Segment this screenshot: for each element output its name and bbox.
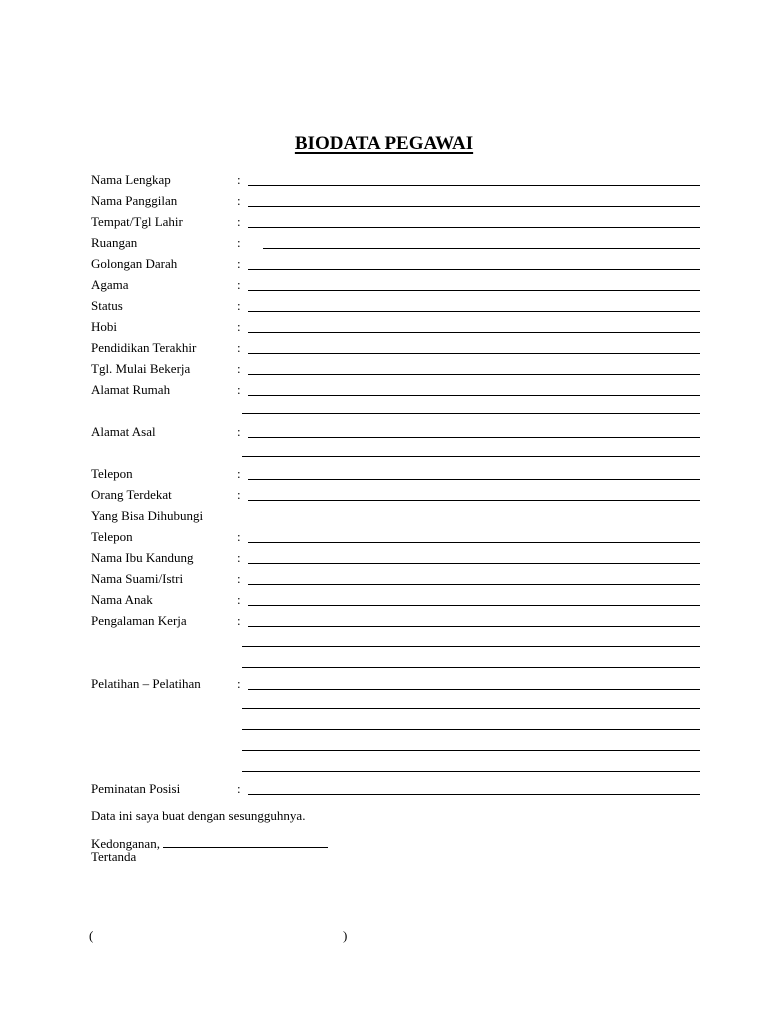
field-orang-terdekat — [0, 487, 768, 508]
field-label: Tgl. Mulai Bekerja — [91, 361, 191, 376]
colon: : — [237, 235, 241, 250]
field-alamat-asal — [0, 424, 768, 445]
fill-line[interactable] — [248, 269, 700, 270]
field-label: Nama Suami/Istri — [91, 571, 184, 586]
colon: : — [237, 277, 241, 292]
colon: : — [237, 676, 241, 691]
document-title — [0, 132, 768, 156]
colon: : — [237, 298, 241, 313]
field-label: Orang Terdekat — [91, 487, 172, 502]
declaration-text: Data ini saya buat dengan sesungguhnya. — [91, 808, 306, 823]
document-title-text: BIODATA PEGAWAI — [294, 133, 474, 154]
fill-line[interactable] — [248, 479, 700, 480]
signature-label: Tertanda — [91, 849, 137, 864]
field-label: Agama — [91, 277, 129, 292]
date-fill-line[interactable] — [163, 835, 328, 848]
field-tgl-mulai-bekerja — [0, 361, 768, 382]
fill-line[interactable] — [248, 563, 700, 564]
field-label: Nama Ibu Kandung — [91, 550, 194, 565]
fill-line[interactable] — [248, 227, 700, 228]
colon: : — [237, 781, 241, 796]
field-telepon-kontak — [0, 529, 768, 550]
colon: : — [237, 361, 241, 376]
signature-paren-close: ) — [343, 928, 348, 943]
fill-line[interactable] — [248, 290, 700, 291]
colon: : — [237, 193, 241, 208]
field-label: Nama Anak — [91, 592, 153, 607]
colon: : — [237, 550, 241, 565]
field-label: Tempat/Tgl Lahir — [91, 214, 183, 229]
fill-line[interactable] — [248, 500, 700, 501]
field-tempat-tgl-lahir — [0, 214, 768, 235]
colon: : — [237, 466, 241, 481]
fill-line[interactable] — [248, 206, 700, 207]
colon: : — [237, 571, 241, 586]
fill-line-continuation[interactable] — [242, 729, 700, 730]
colon: : — [237, 529, 241, 544]
field-yang-bisa-dihubungi — [0, 508, 768, 529]
fill-line[interactable] — [248, 311, 700, 312]
field-label: Pendidikan Terakhir — [91, 340, 197, 355]
fill-line[interactable] — [248, 584, 700, 585]
field-label: Pengalaman Kerja — [91, 613, 187, 628]
fill-line[interactable] — [248, 626, 700, 627]
fill-line-continuation[interactable] — [242, 456, 700, 457]
field-pendidikan-terakhir — [0, 340, 768, 361]
colon: : — [237, 256, 241, 271]
field-label: Telepon — [91, 529, 133, 544]
field-nama-panggilan — [0, 193, 768, 214]
colon: : — [237, 214, 241, 229]
field-label: Hobi — [91, 319, 117, 334]
field-golongan-darah — [0, 256, 768, 277]
field-pengalaman-kerja — [0, 613, 768, 634]
field-telepon — [0, 466, 768, 487]
field-nama-lengkap — [0, 172, 768, 193]
fill-line[interactable] — [248, 542, 700, 543]
field-nama-anak — [0, 592, 768, 613]
fill-line[interactable] — [248, 395, 700, 396]
colon: : — [237, 382, 241, 397]
signature-paren-open: ( — [89, 928, 94, 943]
fill-line[interactable] — [248, 185, 700, 186]
field-ruangan — [0, 235, 768, 256]
field-alamat-rumah — [0, 382, 768, 403]
fill-line[interactable] — [248, 605, 700, 606]
field-label: Ruangan — [91, 235, 138, 250]
fill-line-continuation[interactable] — [242, 750, 700, 751]
fill-line-continuation[interactable] — [242, 646, 700, 647]
field-label: Alamat Asal — [91, 424, 156, 439]
field-nama-suami-istri — [0, 571, 768, 592]
field-label: Pelatihan – Pelatihan — [91, 676, 201, 691]
colon: : — [237, 340, 241, 355]
fill-line[interactable] — [248, 374, 700, 375]
fill-line-continuation[interactable] — [242, 413, 700, 414]
colon: : — [237, 592, 241, 607]
colon: : — [237, 172, 241, 187]
fill-line[interactable] — [248, 794, 700, 795]
fill-line[interactable] — [248, 437, 700, 438]
field-nama-ibu-kandung — [0, 550, 768, 571]
field-peminatan-posisi — [0, 781, 768, 802]
fill-line-continuation[interactable] — [242, 771, 700, 772]
field-label: Status — [91, 298, 123, 313]
field-label: Peminatan Posisi — [91, 781, 181, 796]
field-label: Telepon — [91, 466, 133, 481]
fill-line-continuation[interactable] — [242, 667, 700, 668]
colon: : — [237, 613, 241, 628]
colon: : — [237, 487, 241, 502]
fill-line[interactable] — [248, 353, 700, 354]
field-hobi — [0, 319, 768, 340]
place-label: Kedonganan, — [91, 836, 160, 851]
field-status — [0, 298, 768, 319]
fill-line[interactable] — [248, 689, 700, 690]
field-label: Alamat Rumah — [91, 382, 171, 397]
field-agama — [0, 277, 768, 298]
fill-line-continuation[interactable] — [242, 708, 700, 709]
fill-line[interactable] — [248, 332, 700, 333]
field-label: Golongan Darah — [91, 256, 178, 271]
colon: : — [237, 319, 241, 334]
field-label: Nama Panggilan — [91, 193, 178, 208]
field-label: Yang Bisa Dihubungi — [91, 508, 204, 523]
colon: : — [237, 424, 241, 439]
field-pelatihan — [0, 676, 768, 697]
field-label: Nama Lengkap — [91, 172, 171, 187]
fill-line[interactable] — [263, 248, 700, 249]
